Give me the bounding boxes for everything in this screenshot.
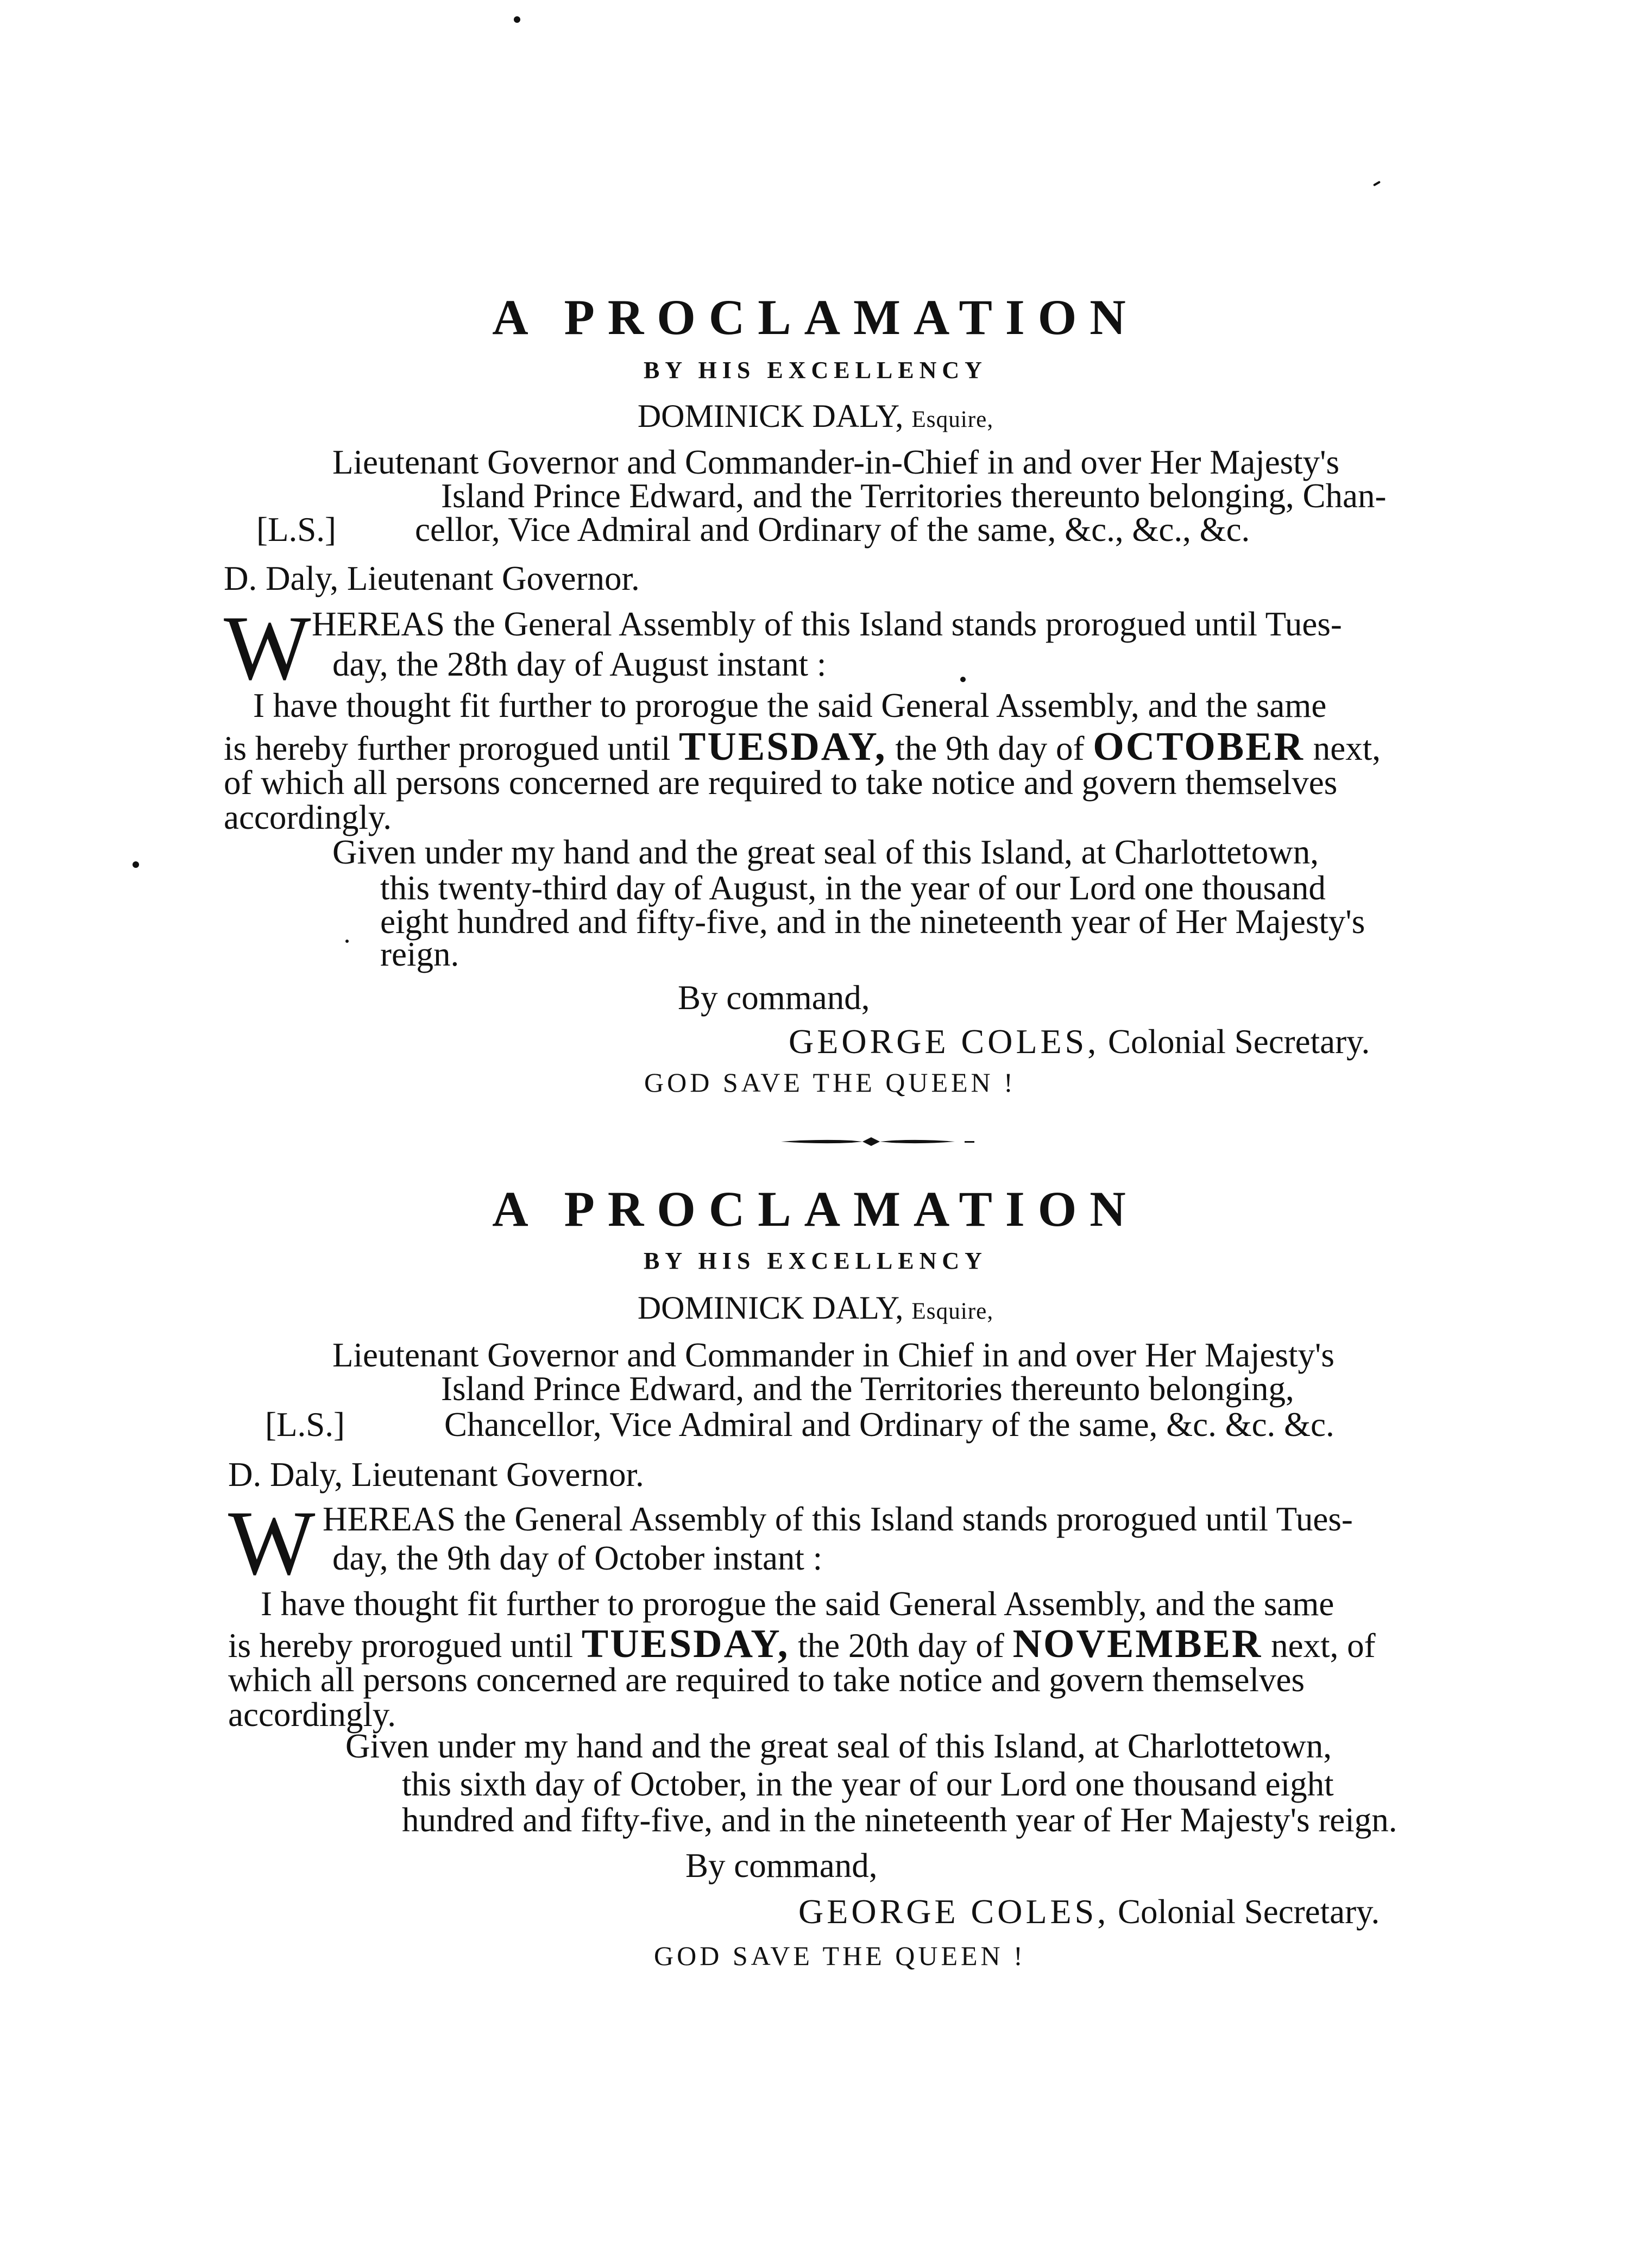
secretary-title: Colonial Secretary.: [1117, 1893, 1380, 1931]
body-line-1: I have thought fit further to prorogue the said General Assembly, and the same: [253, 686, 1327, 724]
god-save-the-queen: GOD SAVE THE QUEEN !: [644, 1067, 1016, 1098]
signatory-line: [228, 1458, 644, 1492]
given-line-3: hundred and fifty-five, and in the nineteenth year of Her Majesty's reign.: [402, 1801, 1397, 1839]
proclamation-title: A PROCLAMATION: [492, 289, 1139, 345]
given-line-2: this sixth day of October, in the year of our Lord one thousand eight: [402, 1765, 1334, 1803]
given-line-2: this twenty-third day of August, in the year of our Lord one thousand: [380, 869, 1326, 907]
proclamation-title: A PROCLAMATION: [492, 1181, 1139, 1237]
governor-name: [0, 400, 1631, 432]
whereas-line-2: day, the 28th day of August instant :: [332, 645, 827, 683]
signatory-title: Lieutenant Governor.: [351, 1456, 644, 1494]
body-line-2: [224, 724, 1381, 769]
governor-name-text: DOMINICK DALY,: [637, 1290, 904, 1326]
body-line-3: of which all persons concerned are required to take notice and govern themselves: [224, 764, 1338, 802]
by-his-excellency: BY HIS EXCELLENCY: [644, 1248, 987, 1274]
given-line-4: reign.: [380, 935, 459, 973]
body-line-4: accordingly.: [224, 798, 392, 836]
ornamental-divider: [781, 1135, 977, 1148]
governor-name-suffix: Esquire,: [911, 1299, 994, 1324]
body-line-2-start: is hereby further prorogued until: [224, 729, 679, 767]
body-line-2: [228, 1624, 1376, 1664]
signatory-initial: D. Daly,: [228, 1456, 343, 1494]
signatory-title: Lieutenant Governor.: [347, 559, 640, 597]
god-save-the-queen: GOD SAVE THE QUEEN !: [654, 1941, 1026, 1971]
body-line-2-start: is hereby prorogued until: [228, 1627, 582, 1665]
given-line-1: Given under my hand and the great seal of this Island, at Charlottetown,: [345, 1727, 1332, 1765]
secretary-line: [789, 1024, 1370, 1059]
seal-mark: [L.S.]: [265, 1406, 345, 1444]
secretary-title: Colonial Secretary.: [1107, 1023, 1370, 1061]
ink-speck: [1373, 181, 1381, 186]
ink-speck: [133, 861, 139, 868]
by-command: By command,: [678, 979, 870, 1017]
secretary-line: [798, 1894, 1380, 1929]
date-day: TUESDAY,: [581, 1622, 790, 1666]
ink-speck: [514, 16, 520, 23]
office-line-3: cellor, Vice Admiral and Ordinary of the same, &c., &c., &c.: [415, 511, 1250, 549]
governor-name: [0, 1292, 1631, 1324]
governor-name-text: DOMINICK DALY,: [637, 398, 904, 434]
whereas-line-2: day, the 9th day of October instant :: [332, 1539, 823, 1577]
dropcap-w: W: [228, 1492, 316, 1594]
seal-mark: [L.S.]: [256, 511, 336, 549]
secretary-name: GEORGE COLES,: [789, 1022, 1100, 1061]
by-his-excellency: BY HIS EXCELLENCY: [644, 357, 987, 383]
governor-name-suffix: Esquire,: [911, 407, 994, 432]
signatory-initial: D. Daly,: [224, 559, 339, 597]
office-line-2: Island Prince Edward, and the Territories thereunto belonging,: [441, 1370, 1294, 1408]
body-line-2-middle: the 20th day of: [789, 1627, 1013, 1665]
ink-speck: [960, 677, 966, 682]
office-line-1: Lieutenant Governor and Commander in Chief in and over Her Majesty's: [332, 1336, 1334, 1374]
given-line-1: Given under my hand and the great seal of this Island, at Charlottetown,: [332, 833, 1319, 871]
signatory-line: [224, 559, 640, 597]
whereas-line-1: HEREAS the General Assembly of this Island stands prorogued until Tues-: [312, 605, 1342, 643]
dropcap-w: W: [224, 597, 311, 699]
body-line-1: I have thought fit further to prorogue the said General Assembly, and the same: [261, 1585, 1334, 1623]
body-line-3: which all persons concerned are required to take notice and govern themselves: [228, 1661, 1305, 1699]
by-command: By command,: [685, 1847, 878, 1885]
date-day: TUESDAY,: [679, 724, 887, 769]
office-line-3: Chancellor, Vice Admiral and Ordinary of the same, &c. &c. &c.: [444, 1406, 1334, 1444]
given-line-3: eight hundred and fifty-five, and in the nineteenth year of Her Majesty's: [380, 903, 1365, 941]
ink-speck: [345, 940, 349, 943]
body-line-4: accordingly.: [228, 1696, 396, 1734]
office-line-1: Lieutenant Governor and Commander-in-Chief in and over Her Majesty's: [332, 443, 1340, 481]
body-line-2-end: next, of: [1262, 1627, 1376, 1665]
date-month: OCTOBER: [1093, 724, 1305, 769]
body-line-2-end: next,: [1304, 729, 1381, 767]
office-line-2: Island Prince Edward, and the Territories thereunto belonging, Chan-: [441, 477, 1387, 515]
whereas-line-1: HEREAS the General Assembly of this Island stands prorogued until Tues-: [323, 1500, 1353, 1538]
body-line-2-middle: the 9th day of: [886, 729, 1093, 767]
secretary-name: GEORGE COLES,: [798, 1892, 1110, 1931]
date-month: NOVEMBER: [1012, 1622, 1263, 1666]
